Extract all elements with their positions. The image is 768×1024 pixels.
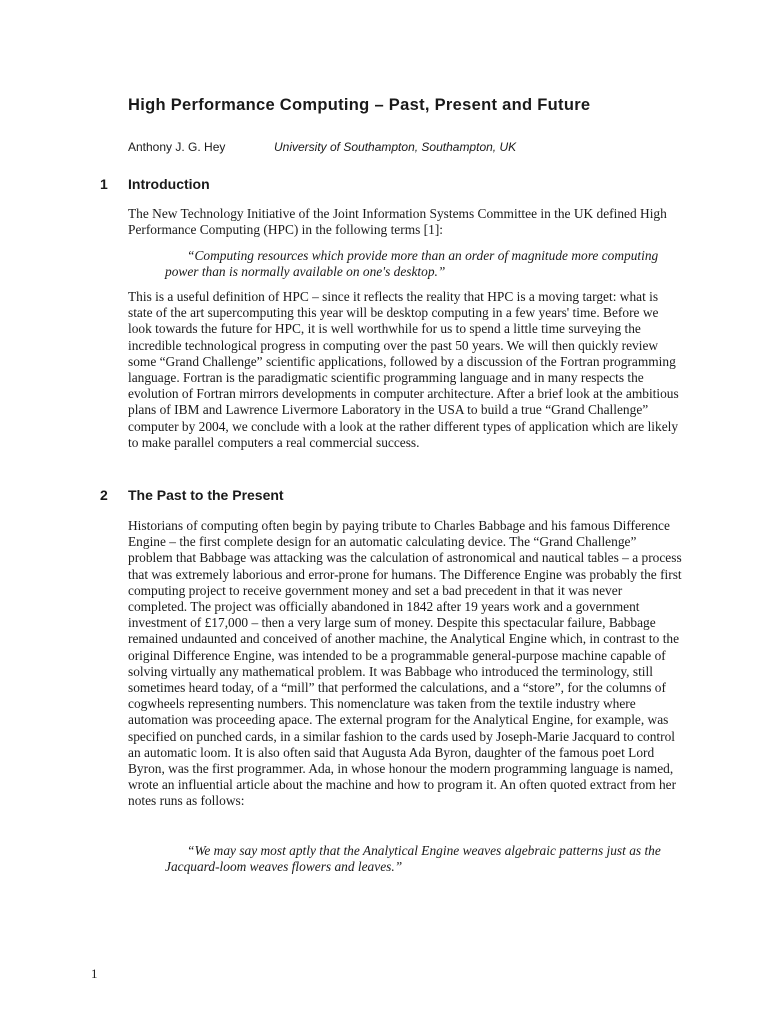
section-heading-past-to-present xyxy=(100,487,284,503)
ada-lovelace-quote: “We may say most aptly that the Analytical Engine weaves algebraic patterns just as the Jacquard-loom weaves flowers and leaves.” xyxy=(165,843,661,874)
intro-body-paragraph: This is a useful definition of HPC – since it reflects the reality that HPC is a moving target: what is state of the art supercomputing this year will be desktop computing in a few years' time. Before we look towards the future for HPC, it is well worthwhile for us to spend a little time surveying the incredible technological progress in computing over the past 50 years. We will then quickly review some “Grand Challenge” scientific applications, followed by a discussion of the Fortran programming language. Fortran is the paradigmatic scientific programming language and in many respects the evolution of Fortran mirrors developments in computer architecture. After a brief look at the ambitious plans of IBM and Lawrence Livermore Laboratory in the USA to build a true “Grand Challenge” computer by 2004, we conclude with a look at the rather different types of application which are likely to make parallel computers a real commercial success. xyxy=(128,289,679,450)
section-number: 1 xyxy=(100,176,108,192)
author-name: Anthony J. G. Hey xyxy=(128,140,226,154)
page-number: 1 xyxy=(91,966,98,981)
section-title: Introduction xyxy=(128,176,210,192)
hpc-definition-quote: “Computing resources which provide more than an order of magnitude more computing power than is normally available on one's desktop.” xyxy=(165,248,659,279)
intro-paragraph: The New Technology Initiative of the Joint Information Systems Committee in the UK defined High Performance Computing (HPC) in the following terms [1]: xyxy=(128,206,667,238)
past-present-paragraph: Historians of computing often begin by paying tribute to Charles Babbage and his famous Difference Engine – the first complete design for an automatic calculating device. The “Grand Challenge” problem that Babbage was attacking was the calculation of astronomical and nautical tables – a process that was extremely laborious and error-prone for humans. The Difference Engine was probably the first computing project to receive government money and set a bad precedent in that it was never completed. The project was officially abandoned in 1842 after 19 years work and a government investment of £17,000 – then a very large sum of money. Despite this spectacular failure, Babbage remained undaunted and conceived of another machine, the Analytical Engine which, in contrast to the original Difference Engine, was intended to be a programmable general-purpose machine capable of solving virtually any mathematical problem. It was Babbage who introduced the terminology, still sometimes heard today, of a “mill” that performed the calculations, and a “store”, for the columns of cogwheels representing numbers. This nomenclature was taken from the textile industry where automation was proceeding apace. The external program for the Analytical Engine, for example, was specified on punched cards, in a similar fashion to the cards used by Joseph-Marie Jacquard to control an automatic loom. It is also often said that Augusta Ada Byron, daughter of the famous poet Lord Byron, was the first programmer. Ada, in whose honour the modern programming language is named, wrote an influential article about the machine and how to program it. An often quoted extract from her notes runs as follows: xyxy=(128,518,682,809)
paper-title: High Performance Computing – Past, Present and Future xyxy=(128,96,591,114)
section-title: The Past to the Present xyxy=(128,487,284,503)
section-number: 2 xyxy=(100,487,108,503)
author-affiliation: University of Southampton, Southampton, UK xyxy=(274,140,517,154)
author-line xyxy=(128,140,517,154)
section-heading-introduction xyxy=(100,176,210,192)
